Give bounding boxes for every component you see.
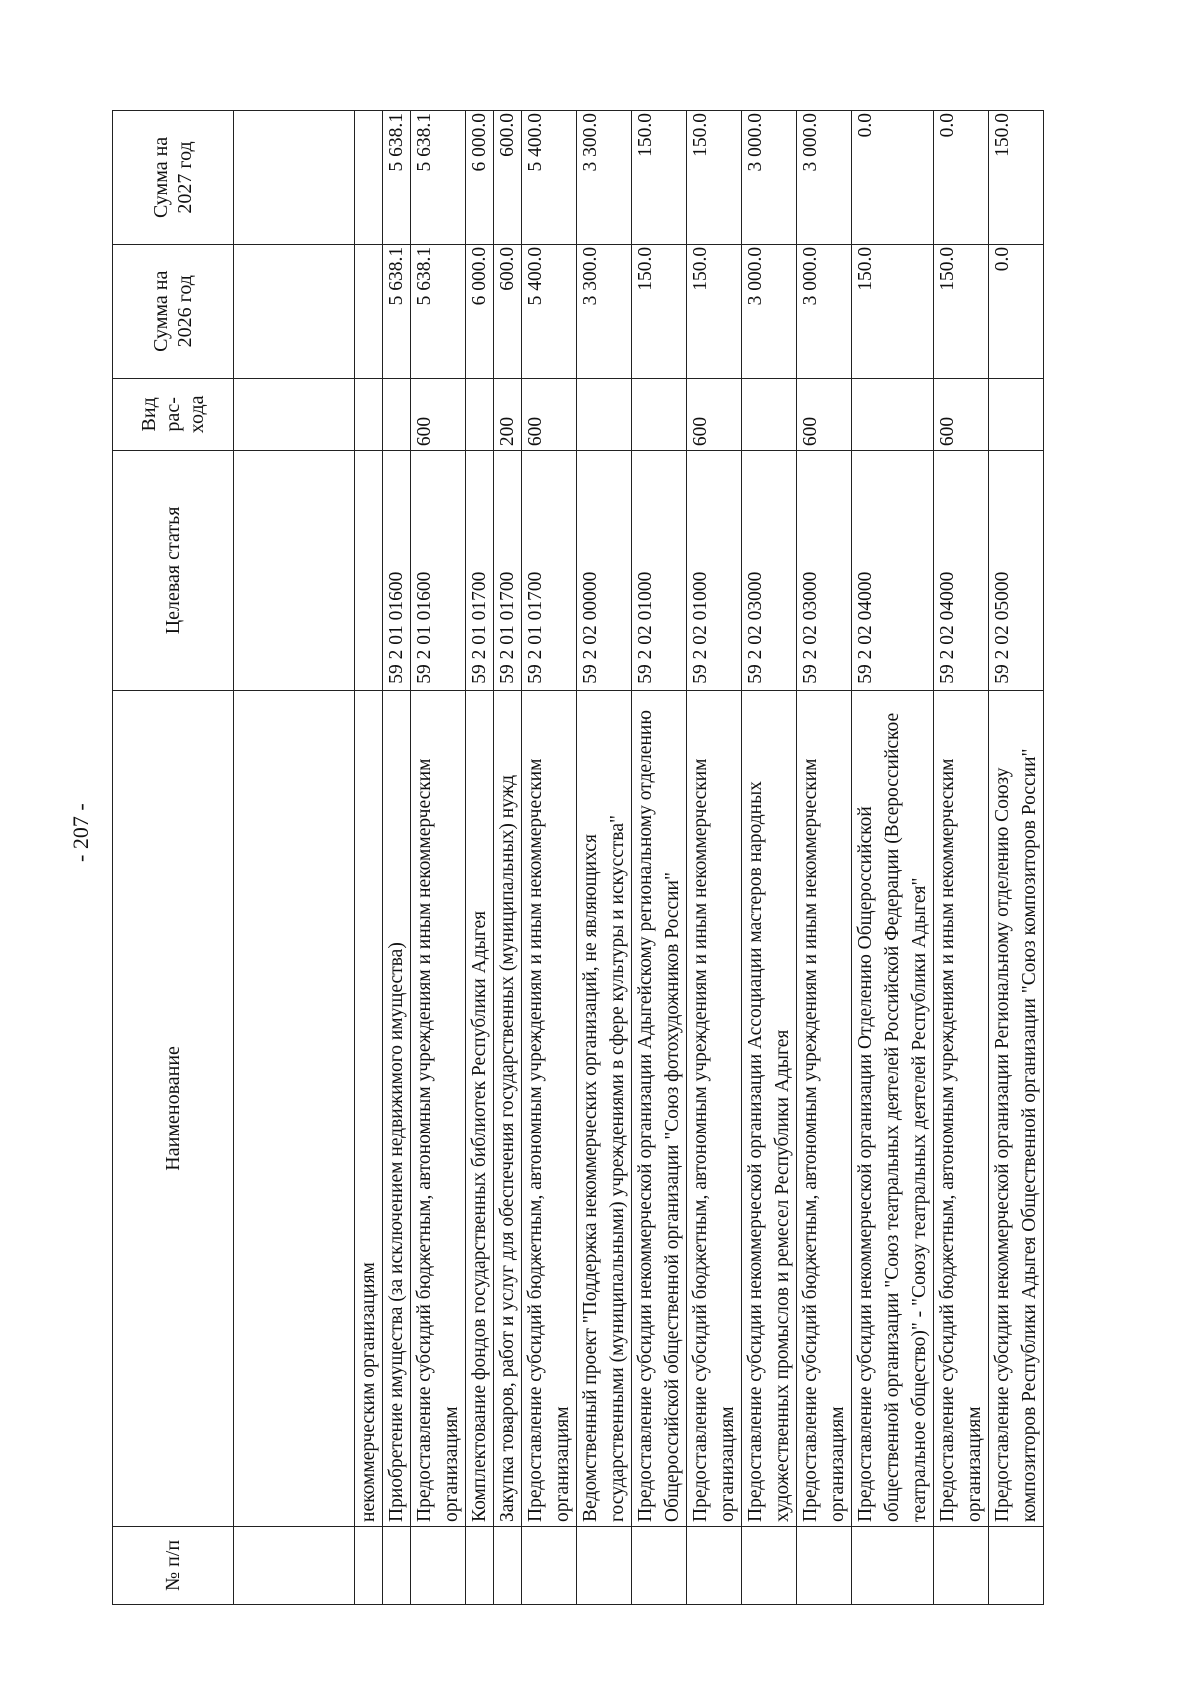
cell-sum-2027: 0.0 bbox=[852, 111, 934, 245]
header-num: № п/п bbox=[113, 1526, 234, 1604]
cell-name: Предоставление субсидии некоммерческой организации Адыгейскому региональному отделению Общероссийской общественной организации "Союз фотохудожников России" bbox=[632, 690, 687, 1526]
header-code: Целевая статья bbox=[113, 451, 234, 691]
table-row bbox=[742, 111, 797, 1605]
cell-vid bbox=[742, 378, 797, 450]
cell-vid: 200 bbox=[494, 378, 522, 450]
cell-num bbox=[522, 1526, 577, 1604]
cell-sum-2027: 3 000.0 bbox=[797, 111, 852, 245]
cell-code: 59 2 02 04000 bbox=[852, 451, 934, 691]
cell-name: Предоставление субсидий бюджетным, автономным учреждениям и иным некоммерческим организациям bbox=[687, 690, 742, 1526]
cell-code: 59 2 02 03000 bbox=[797, 451, 852, 691]
table-row bbox=[355, 111, 383, 1605]
budget-table bbox=[112, 110, 1044, 1605]
cell-sum-2026: 150.0 bbox=[852, 244, 934, 378]
cell-sum-2026: 150.0 bbox=[934, 244, 989, 378]
cell-num bbox=[742, 1526, 797, 1604]
cell-num bbox=[632, 1526, 687, 1604]
cell-sum-2027 bbox=[355, 111, 383, 245]
cell-vid bbox=[383, 378, 411, 450]
cell-num bbox=[355, 1526, 383, 1604]
cell-sum-2026: 150.0 bbox=[632, 244, 687, 378]
cell-vid: 600 bbox=[934, 378, 989, 450]
header-sum-2026: Сумма на 2026 год bbox=[113, 244, 234, 378]
cell-sum-2026 bbox=[355, 244, 383, 378]
cell-code bbox=[355, 451, 383, 691]
cell-sum-2027: 150.0 bbox=[989, 111, 1044, 245]
cell-vid: 600 bbox=[797, 378, 852, 450]
cell-name: Закупка товаров, работ и услуг для обеспечения государственных (муниципальных) нужд bbox=[494, 690, 522, 1526]
cell-code: 59 2 01 01700 bbox=[494, 451, 522, 691]
cell-sum-2027: 3 300.0 bbox=[577, 111, 632, 245]
cell-sum-2026: 0.0 bbox=[989, 244, 1044, 378]
header-name: Наименование bbox=[113, 690, 234, 1526]
cell-name: Предоставление субсидии некоммерческой организации Отделению Общероссийской общественной организации "Союз театральных деятелей Российской Федерации (Всероссийское театральное общество)" - "Союзу театральных деятелей Республики Адыгея" bbox=[852, 690, 934, 1526]
cell-num bbox=[466, 1526, 494, 1604]
page-number: - 207 - bbox=[68, 803, 93, 862]
cell-name: Предоставление субсидии некоммерческой организации Ассоциации мастеров народных художественных промыслов и ремесел Республики Адыгея bbox=[742, 690, 797, 1526]
cell-code: 59 2 01 01700 bbox=[466, 451, 494, 691]
table-header-row bbox=[113, 111, 234, 1605]
cell-sum-2027: 5 638.1 bbox=[411, 111, 466, 245]
table-row bbox=[687, 111, 742, 1605]
cell-vid bbox=[632, 378, 687, 450]
cell-name: Предоставление субсидий бюджетным, автономным учреждениям и иным некоммерческим организациям bbox=[797, 690, 852, 1526]
cell-name: Комплектование фондов государственных библиотек Республики Адыгея bbox=[466, 690, 494, 1526]
header-spacer-row bbox=[234, 111, 355, 1605]
table-body bbox=[355, 111, 1044, 1605]
cell-code: 59 2 02 01000 bbox=[687, 451, 742, 691]
cell-code: 59 2 02 00000 bbox=[577, 451, 632, 691]
cell-sum-2026: 3 000.0 bbox=[742, 244, 797, 378]
table-row bbox=[797, 111, 852, 1605]
cell-code: 59 2 01 01700 bbox=[522, 451, 577, 691]
cell-name: Ведомственный проект "Поддержка некоммерческих организаций, не являющихся государственными (муниципальными) учреждениями в сфере культуры и искусства" bbox=[577, 690, 632, 1526]
cell-code: 59 2 02 04000 bbox=[934, 451, 989, 691]
table-row bbox=[852, 111, 934, 1605]
cell-code: 59 2 01 01600 bbox=[383, 451, 411, 691]
cell-sum-2026: 5 400.0 bbox=[522, 244, 577, 378]
cell-code: 59 2 02 01000 bbox=[632, 451, 687, 691]
table-row bbox=[934, 111, 989, 1605]
cell-code: 59 2 02 05000 bbox=[989, 451, 1044, 691]
table-row bbox=[989, 111, 1044, 1605]
cell-sum-2027: 150.0 bbox=[687, 111, 742, 245]
table-row bbox=[632, 111, 687, 1605]
header-sum-2027: Сумма на 2027 год bbox=[113, 111, 234, 245]
cell-sum-2026: 5 638.1 bbox=[383, 244, 411, 378]
cell-vid bbox=[466, 378, 494, 450]
cell-vid: 600 bbox=[411, 378, 466, 450]
cell-vid bbox=[989, 378, 1044, 450]
cell-sum-2026: 600.0 bbox=[494, 244, 522, 378]
cell-num bbox=[989, 1526, 1044, 1604]
table-row bbox=[577, 111, 632, 1605]
cell-sum-2027: 6 000.0 bbox=[466, 111, 494, 245]
cell-sum-2026: 5 638.1 bbox=[411, 244, 466, 378]
cell-vid bbox=[577, 378, 632, 450]
cell-sum-2027: 0.0 bbox=[934, 111, 989, 245]
cell-num bbox=[852, 1526, 934, 1604]
cell-sum-2026: 6 000.0 bbox=[466, 244, 494, 378]
cell-sum-2027: 600.0 bbox=[494, 111, 522, 245]
table-row bbox=[383, 111, 411, 1605]
cell-sum-2026: 3 000.0 bbox=[797, 244, 852, 378]
cell-name: некоммерческим организациям bbox=[355, 690, 383, 1526]
table-row bbox=[411, 111, 466, 1605]
cell-num bbox=[383, 1526, 411, 1604]
cell-vid bbox=[852, 378, 934, 450]
cell-name: Предоставление субсидий бюджетным, автономным учреждениям и иным некоммерческим организациям bbox=[934, 690, 989, 1526]
cell-num bbox=[411, 1526, 466, 1604]
cell-code: 59 2 01 01600 bbox=[411, 451, 466, 691]
cell-vid: 600 bbox=[687, 378, 742, 450]
cell-sum-2026: 3 300.0 bbox=[577, 244, 632, 378]
header-vid: Вид рас- хода bbox=[113, 378, 234, 450]
cell-num bbox=[687, 1526, 742, 1604]
cell-name: Предоставление субсидий бюджетным, автономным учреждениям и иным некоммерческим организациям bbox=[522, 690, 577, 1526]
cell-sum-2026: 150.0 bbox=[687, 244, 742, 378]
budget-table-rotated bbox=[112, 110, 1040, 1605]
cell-num bbox=[934, 1526, 989, 1604]
cell-sum-2027: 5 400.0 bbox=[522, 111, 577, 245]
table-row bbox=[494, 111, 522, 1605]
table-row bbox=[466, 111, 494, 1605]
cell-sum-2027: 150.0 bbox=[632, 111, 687, 245]
cell-sum-2027: 5 638.1 bbox=[383, 111, 411, 245]
cell-vid bbox=[355, 378, 383, 450]
cell-name: Предоставление субсидии некоммерческой организации Региональному отделению Союзу композиторов Республики Адыгея Общественной организации "Союз композиторов России" bbox=[989, 690, 1044, 1526]
cell-code: 59 2 02 03000 bbox=[742, 451, 797, 691]
cell-vid: 600 bbox=[522, 378, 577, 450]
cell-name: Предоставление субсидий бюджетным, автономным учреждениям и иным некоммерческим организациям bbox=[411, 690, 466, 1526]
cell-num bbox=[577, 1526, 632, 1604]
cell-num bbox=[797, 1526, 852, 1604]
cell-num bbox=[494, 1526, 522, 1604]
cell-sum-2027: 3 000.0 bbox=[742, 111, 797, 245]
table-row bbox=[522, 111, 577, 1605]
cell-name: Приобретение имущества (за исключением недвижимого имущества) bbox=[383, 690, 411, 1526]
